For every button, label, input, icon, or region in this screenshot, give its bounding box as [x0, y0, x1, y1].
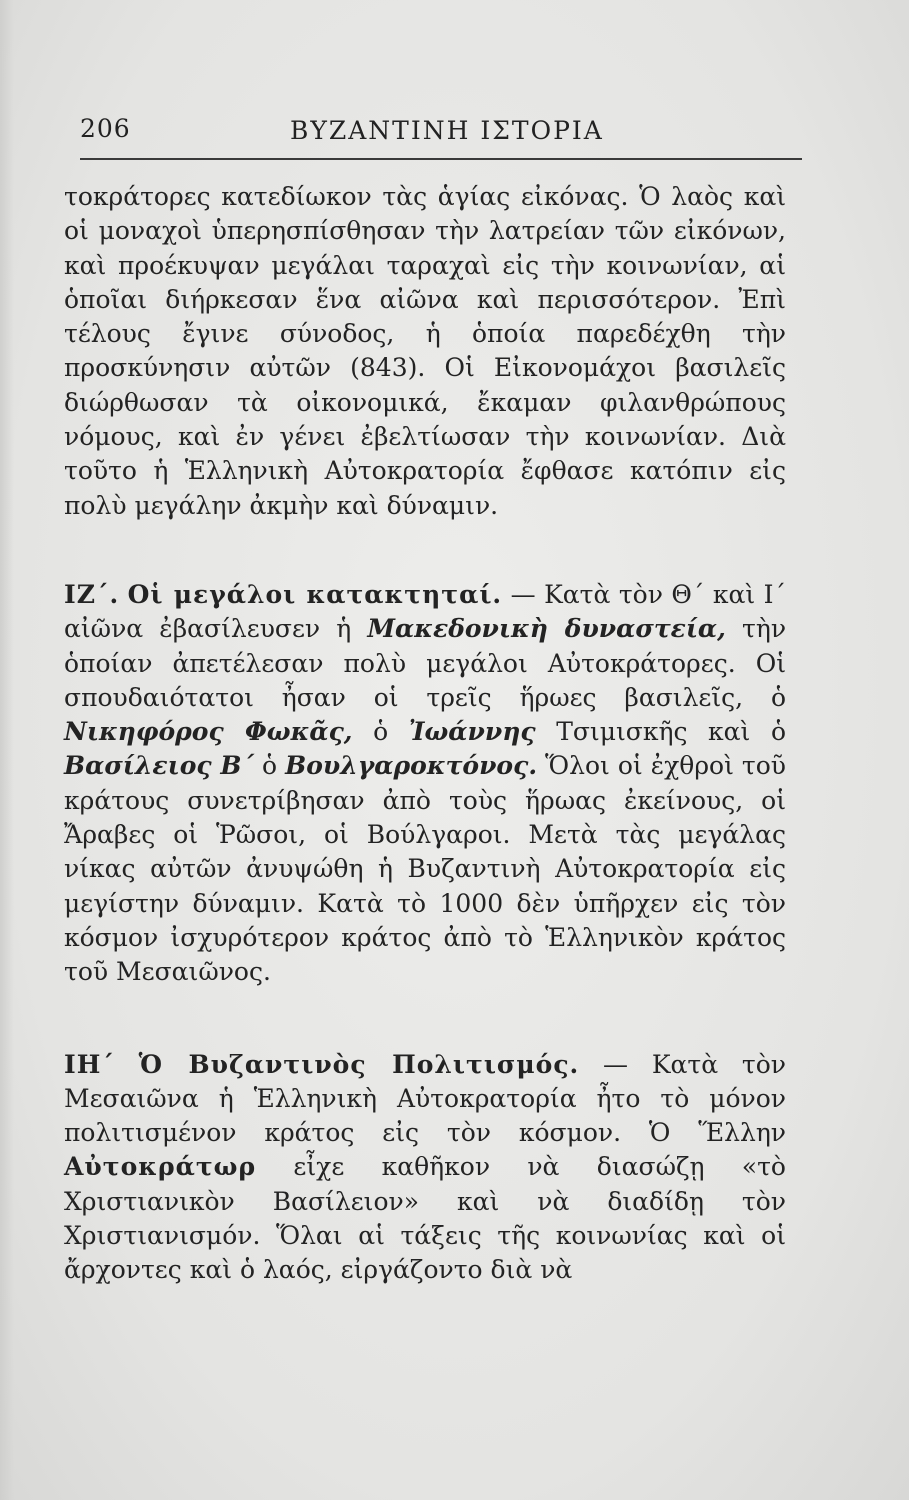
ioannis: Ἰωάννης [408, 717, 536, 747]
paragraph-iconoclasm [64, 180, 786, 523]
bulgar-slayer: Βουλγαροκτόνος. [285, 751, 538, 781]
section-ih-text-2: εἶχε καθῆκον νὰ διασώζῃ «τὸ Χριστιανικὸν Βασίλειον» καὶ νὰ διαδίδῃ τὸν Χριστιανισμόν. Ὅλαι αἱ τάξεις τῆς κοινωνίας καὶ οἱ ἄρχοντες καὶ ὁ λαός, εἰργάζοντο διὰ νὰ [64, 1152, 786, 1285]
section-iz-text-6: Ὅλοι οἱ ἐχθροὶ τοῦ κράτους συνετρίβησαν ἀπὸ τοὺς ἥρωας ἐκείνους, οἱ Ἄραβες οἱ Ῥῶσοι, οἱ Βούλγαροι. Μετὰ τὰς μεγάλας νίκας αὐτῶν ἀνυψώθη ἡ Βυζαντινὴ Αὐτοκρατορία εἰς μεγίστην δύναμιν. Κατὰ τὸ 1000 δὲν ὑπῆρχεν εἰς τὸν κόσμον ἰσχυρότερον κράτος ἀπὸ τὸ Ἑλληνικὸν κράτος τοῦ Μεσαιῶνος. [64, 751, 786, 987]
basil-ii: Βασίλειος Β΄ [64, 751, 255, 781]
section-ih-number: ΙΗ΄ [64, 1049, 115, 1079]
page-number: 206 [80, 114, 131, 143]
running-head: ΒΥΖΑΝΤΙΝΗ ΙΣΤΟΡΙΑ [290, 116, 604, 145]
section-ih-title: Ὁ Βυζαντινὸς Πολιτισμός. [138, 1049, 580, 1079]
section-iz-text-4: Τσιμισκῆς καὶ ὁ [535, 717, 786, 747]
section-ih-paragraph [64, 1048, 786, 1288]
section-iz-text-5: ὁ [254, 751, 286, 781]
paragraph-text: τοκράτορες κατεδίωκον τὰς ἁγίας εἰκόνας. Ὁ λαὸς καὶ οἱ μοναχοὶ ὑπερησπίσθησαν τὴν λατρείαν τῶν εἰκόνων, καὶ προέκυψαν μεγάλαι ταραχαὶ εἰς τὴν κοινωνίαν, αἱ ὁποῖαι διήρκεσαν ἕνα αἰῶνα καὶ περισσότερον. Ἐπὶ τέλους ἔγινε σύνοδος, ἡ ὁποία παρεδέχθη τὴν προσκύνησιν αὐτῶν (843). Οἱ Εἰκονομάχοι βασιλεῖς διώρθωσαν τὰ οἰκονομικά, ἔκαμαν φιλανθρώπους νόμους, καὶ ἐν γένει ἐβελτίωσαν τὴν κοινωνίαν. Διὰ τοῦτο ἡ Ἑλληνικὴ Αὐτοκρατορία ἔφθασε κατόπιν εἰς πολὺ μεγάλην ἀκμὴν καὶ δύναμιν. [64, 182, 786, 520]
section-iz-dash: — [502, 579, 545, 609]
nikephoros-phokas: Νικηφόρος Φωκᾶς, [64, 717, 353, 747]
section-iz-number: ΙΖ΄. [64, 579, 120, 609]
macedonian-dynasty: Μακεδονικὴ δυναστεία, [367, 614, 726, 644]
section-iz-title: Οἱ μεγάλοι κατακτηταί. [127, 579, 503, 609]
section-ih-text-1: Κατὰ τὸν Μεσαιῶνα ἡ Ἑλληνικὴ Αὐτοκρατορία ἦτο τὸ μόνον πολιτισμένον κράτος εἰς τὸν κόσμον. Ὁ Ἕλλην [64, 1049, 786, 1148]
emperor-word: Αὐτοκράτωρ [64, 1152, 257, 1182]
page-header [80, 112, 802, 160]
section-iz-paragraph [64, 578, 786, 990]
section-ih-dash: — [579, 1049, 652, 1079]
page-body [64, 180, 786, 1288]
section-iz-text-2: τὴν ὁποίαν ἀπετέλεσαν πολὺ μεγάλοι Αὐτοκράτορες. Οἱ σπουδαιότατοι ἦσαν οἱ τρεῖς ἥρωες βασιλεῖς, ὁ [64, 614, 787, 712]
section-iz-text-1: Κατὰ τὸν Θ΄ καὶ Ι΄ αἰῶνα ἐβασίλευσεν ἡ [64, 579, 787, 644]
section-iz-text-3: ὁ [352, 717, 409, 747]
